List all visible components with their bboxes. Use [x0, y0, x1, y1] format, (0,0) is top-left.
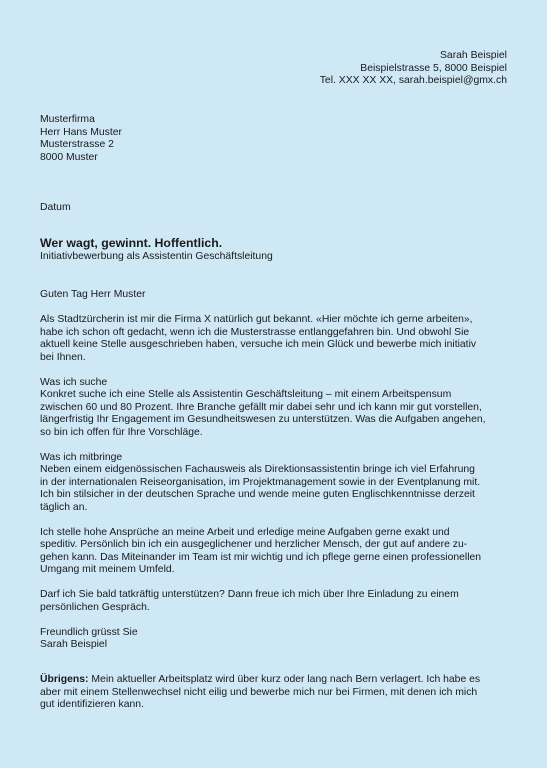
text-line: so bin ich offen für Ihre Vorschläge. [40, 426, 203, 438]
text-line: Neben einem eidgenössischen Fachausweis als Direktionsassistentin bringe ich viel Erfahrung [40, 464, 475, 475]
text-line: gehen kann. Das Miteinander im Team ist mir wichtig und ich pflege gerne einen professionellen [40, 551, 482, 563]
postscript [40, 674, 508, 712]
text-line: zwischen 60 und 80 Prozent. Ihre Branche gefällt mir dabei sehr und ich kann mir gut vorstellen, [40, 401, 482, 413]
text-line: in der internationalen Reiseorganisation, im Projektmanagement sowie in der Eventplanung mit. [40, 476, 481, 488]
text-line: Ich stelle hohe Ansprüche an meine Arbeit und erledige meine Aufgaben gerne exakt und [40, 526, 450, 538]
paragraph-self [40, 527, 508, 577]
postscript-line: aber mit einem Stellenwechsel nicht eilig und bewerbe mich nur bei Firmen, mit denen ich mich [40, 686, 478, 698]
text-line: bei Ihnen. [40, 351, 86, 363]
signoff-greeting: Freundlich grüsst Sie [40, 626, 138, 638]
paragraph-search [40, 377, 508, 440]
postscript-label: Übrigens: [40, 674, 89, 685]
text-line: Umgang mit meinem Umfeld. [40, 564, 175, 575]
text-line: aktuell keine Stelle ausgeschrieben haben, versuche ich mein Glück und bewerbe mich initiativ [40, 339, 477, 350]
text-line: Darf ich Sie bald tatkräftig unterstützen? Dann freue ich mich über Ihre Einladung zu einem [40, 589, 459, 600]
text-line: speditiv. Persönlich bin ich ein ausgeglichener und herzlicher Mensch, der gut auf andere zu- [40, 539, 468, 550]
subject-subtitle: Initiativbewerbung als Assistentin Geschäftsleitung [40, 251, 273, 262]
signoff-name: Sarah Beispiel [40, 639, 108, 650]
recipient-block [40, 114, 122, 164]
postscript-line: gut identifizieren kann. [40, 699, 144, 710]
sender-address: Beispielstrasse 5, 8000 Beispiel [360, 62, 507, 74]
letter-body [40, 289, 508, 664]
text-line: habe ich schon oft gedacht, wenn ich die Musterstrasse entlanggefahren bin. Und obwohl Sie [40, 326, 470, 338]
postscript-line: Mein aktueller Arbeitsplatz wird über kurz oder lang nach Bern verlagert. Ich habe es [88, 674, 481, 685]
recipient-street: Musterstrasse 2 [40, 139, 114, 150]
text-line: Als Stadtzürcherin ist mir die Firma X natürlich gut bekannt. «Hier möchte ich gerne arbeiten», [40, 314, 473, 325]
signoff [40, 627, 508, 652]
paragraph-bring [40, 452, 508, 515]
text-line: täglich an. [40, 501, 88, 513]
date-label: Datum [40, 202, 71, 213]
subject-block [40, 236, 510, 264]
text-line: Ich bin stilsicher in der deutschen Sprache und wende meine guten Englischkenntnisse derzeit [40, 489, 475, 500]
section-heading: Was ich suche [40, 376, 108, 388]
paragraph-intro [40, 314, 508, 364]
text-line: persönlichen Gespräch. [40, 601, 150, 613]
text-line: Konkret suche ich eine Stelle als Assistentin Geschäftsleitung – mit einem Arbeitspensum [40, 389, 452, 400]
section-heading: Was ich mitbringe [40, 451, 123, 463]
salutation: Guten Tag Herr Muster [40, 289, 146, 300]
sender-name: Sarah Beispiel [439, 50, 507, 61]
sender-block [320, 50, 507, 88]
paragraph-closing [40, 589, 508, 614]
subject-title: Wer wagt, gewinnt. Hoffentlich. [40, 236, 223, 250]
recipient-city: 8000 Muster [40, 151, 98, 163]
recipient-company: Musterfirma [40, 114, 95, 125]
text-line: längerfristig Ihr Engagement im Gesundheitswesen zu unterstützen. Was die Aufgaben angehen, [40, 414, 486, 425]
recipient-person: Herr Hans Muster [40, 126, 122, 138]
sender-contact: Tel. XXX XX XX, sarah.beispiel@gmx.ch [319, 75, 507, 86]
